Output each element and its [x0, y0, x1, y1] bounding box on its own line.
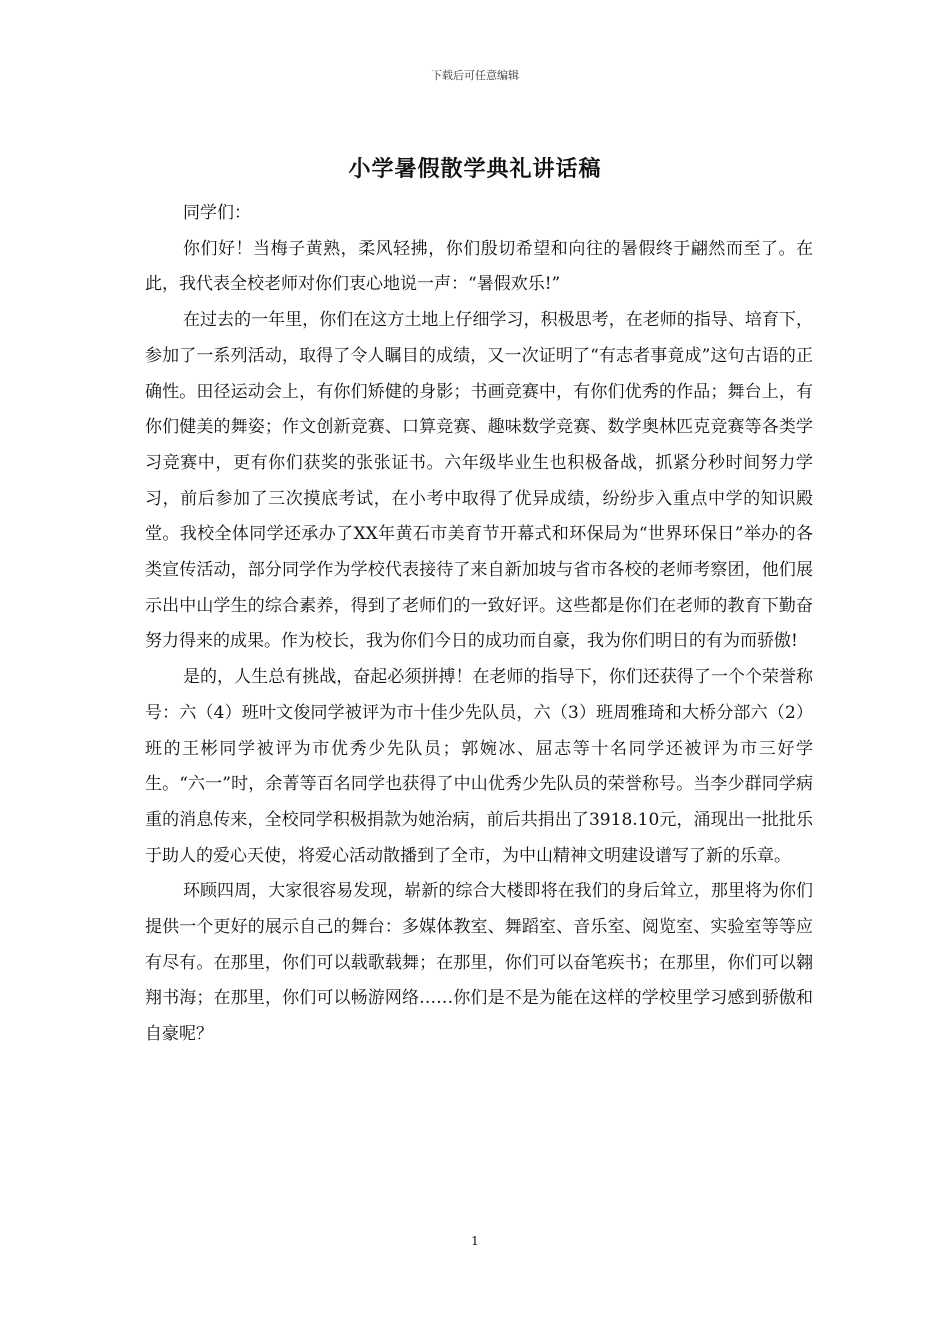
page-number: 1: [471, 1234, 479, 1248]
greeting: 同学们：: [183, 203, 251, 223]
paragraph: 在过去的一年里，你们在这方土地上仔细学习，积极思考，在老师的指导、培育下，参加了一系列活动，取得了令人瞩目的成绩，又一次证明了“有志者事竟成”这句古语的正确性。田径运动会上，有你们矫健的身影；书画竞赛中，有你们优秀的作品；舞台上，有你们健美的舞姿；作文创新竞赛、口算竞赛、趣味数学竞赛、数学奥林匹克竞赛等各类学习竞赛中，更有你们获奖的张张证书。六年级毕业生也积极备战，抓紧分秒时间努力学习，前后参加了三次摸底考试，在小考中取得了优异成绩，纷纷步入重点中学的知识殿堂。我校全体同学还承办了XX年黄石市美育节开幕式和环保局为“世界环保日”举办的各类宣传活动，部分同学作为学校代表接待了来自新加坡与省市各校的老师考察团，他们展示出中山学生的综合素养，得到了老师们的一致好评。这些都是你们在老师的教育下勤奋努力得来的成果。作为校长，我为你们今日的成功而自豪，我为你们明日的有为而骄傲!: [145, 310, 813, 652]
document-title: 小学暑假散学典礼讲话稿: [348, 156, 602, 182]
document-body: [145, 196, 813, 1053]
header-note: 下载后可任意编辑: [431, 69, 519, 82]
paragraph: 是的，人生总有挑战，奋起必须拼搏！在老师的指导下，你们还获得了一个个荣誉称号：六（4）班叶文俊同学被评为市十佳少先队员，六（3）班周雅琦和大桥分部六（2）班的王彬同学被评为市优秀少先队员；郭婉冰、屈志等十名同学还被评为市三好学生。“六一”时，余菁等百名同学也获得了中山优秀少先队员的荣誉称号。当李少群同学病重的消息传来，全校同学积极捐款为她治病，前后共捐出了3918.10元，涌现出一批批乐于助人的爱心天使，将爱心活动散播到了全市，为中山精神文明建设谱写了新的乐章。: [145, 667, 813, 866]
paragraph: 环顾四周，大家很容易发现，崭新的综合大楼即将在我们的身后耸立，那里将为你们提供一个更好的展示自己的舞台：多媒体教室、舞蹈室、音乐室、阅览室、实验室等等应有尽有。在那里，你们可以载歌载舞；在那里，你们可以奋笔疾书；在那里，你们可以翱翔书海；在那里，你们可以畅游网络……你们是不是为能在这样的学校里学习感到骄傲和自豪呢？: [145, 881, 813, 1045]
paragraph: 你们好！当梅子黄熟，柔风轻拂，你们殷切希望和向往的暑假终于翩然而至了。在此，我代表全校老师对你们衷心地说一声：“暑假欢乐!”: [145, 238, 813, 295]
